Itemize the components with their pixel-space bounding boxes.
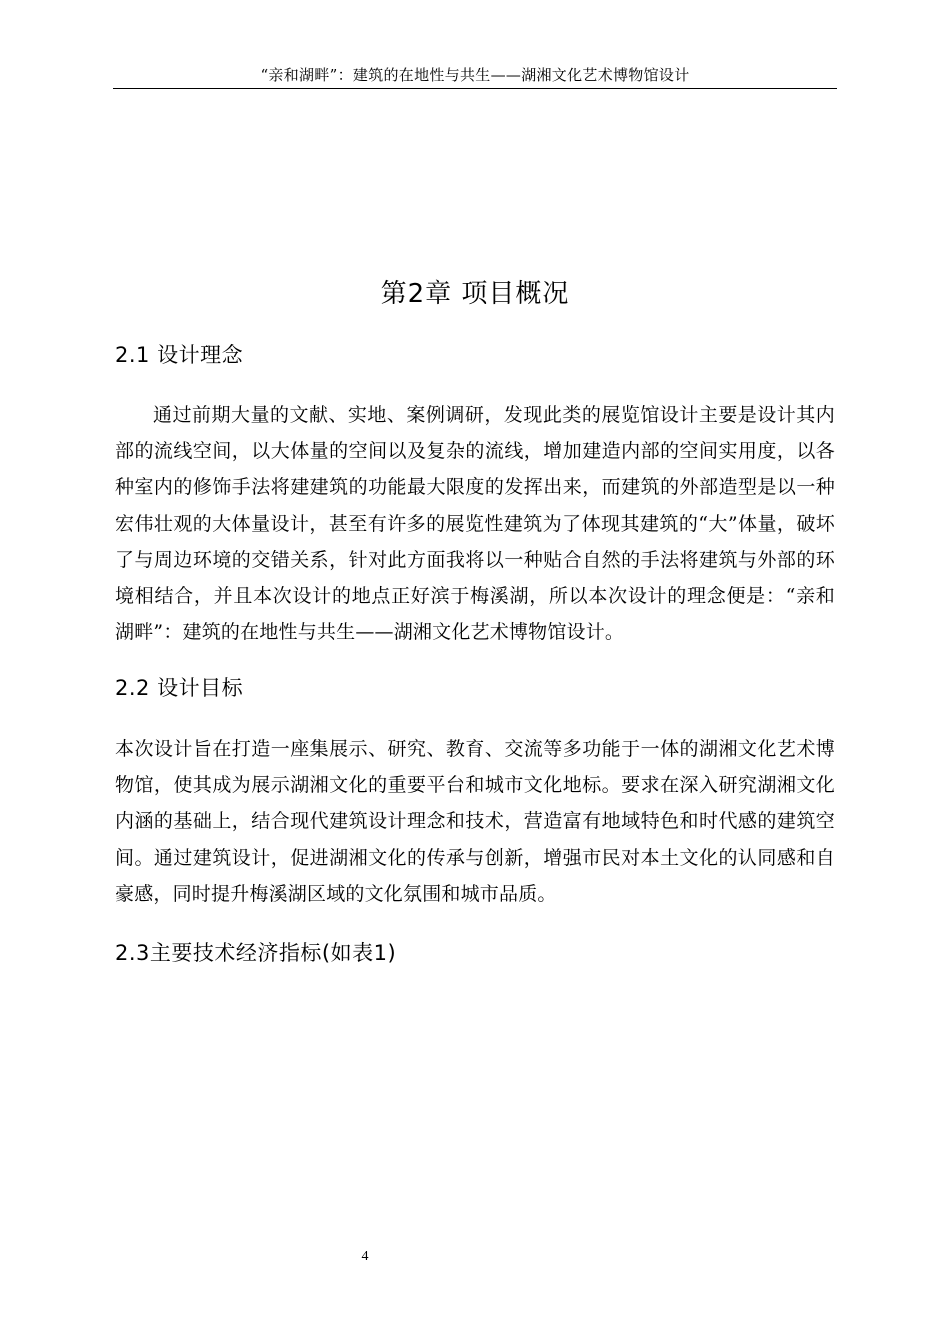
section-2-1-paragraph: 通过前期大量的文献、实地、案例调研，发现此类的展览馆设计主要是设计其内部的流线空间，以大体量的空间以及复杂的流线，增加建造内部的空间实用度，以各种室内的修饰手法将建建筑的功能最大限度的发挥出来，而建筑的外部造型是以一种宏伟壮观的大体量设计，甚至有许多的展览性建筑为了体现其建筑的“大”体量，破坏了与周边环境的交错关系，针对此方面我将以一种贴合自然的手法将建筑与外部的环境相结合，并且本次设计的地点正好滨于梅溪湖，所以本次设计的理念便是：“亲和湖畔”：建筑的在地性与共生——湖湘文化艺术博物馆设计。: [115, 404, 835, 644]
section-heading-2-1: 2.1 设计理念: [115, 343, 244, 367]
section-heading-2-2: 2.2 设计目标: [115, 676, 244, 700]
section-2-2-paragraph: 本次设计旨在打造一座集展示、研究、教育、交流等多功能于一体的湖湘文化艺术博物馆，使其成为展示湖湘文化的重要平台和城市文化地标。要求在深入研究湖湘文化内涵的基础上，结合现代建筑设计理念和技术，营造富有地域特色和时代感的建筑空间。通过建筑设计，促进湖湘文化的传承与创新，增强市民对本土文化的认同感和自豪感，同时提升梅溪湖区域的文化氛围和城市品质。: [115, 738, 835, 905]
chapter-title: 第2章 项目概况: [380, 279, 570, 309]
running-header: “亲和湖畔”：建筑的在地性与共生——湖湘文化艺术博物馆设计: [113, 62, 837, 89]
section-heading-2-3: 2.3主要技术经济指标(如表1): [115, 941, 397, 965]
page-number: 4: [361, 1249, 369, 1264]
